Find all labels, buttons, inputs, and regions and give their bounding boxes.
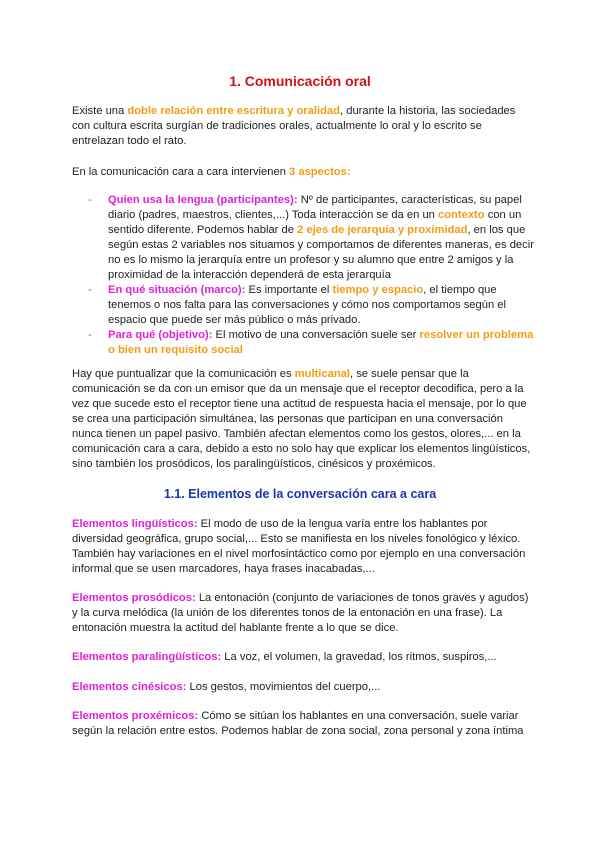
bullet-dash: - (88, 284, 92, 296)
multicanal-highlight: multicanal (294, 368, 350, 380)
intro-text-1: Existe una (72, 105, 128, 117)
element-text: Los gestos, movimientos del cuerpo,... (186, 681, 381, 693)
element-text: La entonación (conjunto de variaciones de tonos graves y agudos) y la curva melódica (la unión de los diferentes tonos de la entonación en una frase). La entonación muestra la actitud del hablante frente a lo que se dice. (72, 592, 529, 634)
bullet-text: El motivo de una conversación suele ser (212, 329, 420, 341)
bullet-dash: - (88, 329, 92, 341)
multicanal-text-1: Hay que puntualizar que la comunicación es (72, 368, 295, 380)
intro-text-2: , durante la historia, las sociedades con cultura escrita surgían de tradiciones orales, actualmente lo oral y lo escrito se entrelazan todo el rato. (72, 105, 516, 147)
list-item (88, 328, 534, 358)
bullet-highlight: tiempo y espacio (332, 284, 424, 296)
element-key: Elementos lingüísticos: (72, 518, 198, 530)
intro-paragraph (72, 104, 532, 149)
bullet-key: Quien usa la lengua (participantes): (108, 194, 298, 206)
bullet-highlight: contexto (438, 209, 485, 221)
page-title: 1. Comunicación oral (229, 73, 371, 89)
bullet-text: con un sentido diferente. Podemos hablar de (108, 209, 522, 236)
bullet-dash: - (88, 194, 92, 206)
bullet-key: En qué situación (marco): (108, 284, 246, 296)
aspects-list (88, 193, 534, 358)
bullet-highlight: resolver un problema o bien un requisito social (108, 329, 534, 356)
bullet-text: , en los que según estas 2 variables nos situamos y comportamos de diferentes maneras, es decir no es lo mismo la jerarquía entre un profesor y su alumno que entre 2 amigos y la proximidad de la interacción dependerá de esta jerarquía (108, 224, 534, 281)
element-key: Elementos cinésicos: (72, 681, 187, 693)
element-paragraph (72, 517, 532, 577)
element-paragraph (72, 650, 532, 665)
bullet-text: , el tiempo que tenemos o nos falta para las conversaciones y cómo nos comportamos según el espacio que puede ser más público o más privado. (108, 284, 506, 326)
element-key: Elementos proxémicos: (72, 710, 199, 722)
list-item (88, 283, 534, 328)
section-subtitle: 1.1. Elementos de la conversación cara a cara (163, 487, 437, 501)
aspects-paragraph (72, 165, 532, 180)
element-text: La voz, el volumen, la gravedad, los ritmos, suspiros,... (221, 651, 497, 663)
bullet-key: Para qué (objetivo): (108, 329, 213, 341)
element-key: Elementos paralingüísticos: (72, 651, 222, 663)
element-paragraph (72, 709, 532, 739)
element-paragraph (72, 680, 532, 695)
multicanal-paragraph (72, 367, 532, 472)
multicanal-text-2: , se suele pensar que la comunicación se da con un emisor que da un mensaje que el receptor decodifica, pero a la vez que sucede esto el receptor tiene una actitud de respuesta hacia el mensaje, por lo que se crea una participación simultánea, las personas que participan en una conversación nunca tienen un papel pasivo. También afectan elementos como los gestos, olores,... en la comunicación cara a cara, debido a esto no solo hay que explicar los elementos lingüísticos, sino también los prosódicos, los paralingüísticos, cinésicos y proxémicos. (72, 368, 531, 470)
element-text: Cómo se sitúan los hablantes en una conversación, suele variar según la relación entre estos. Podemos hablar de zona social, zona personal y zona íntima (72, 710, 524, 737)
bullet-text: Nº de participantes, características, su papel diario (padres, maestros, clientes,...) Toda interacción se da en un (108, 194, 522, 221)
aspects-highlight: 3 aspectos: (289, 166, 351, 178)
element-key: Elementos prosódicos: (72, 592, 196, 604)
bullet-text: Es importante el (245, 284, 333, 296)
intro-highlight: doble relación entre escritura y oralidad (127, 105, 340, 117)
bullet-highlight: 2 ejes de jerarquía y proximidad (297, 224, 468, 236)
aspects-text: En la comunicación cara a cara intervienen (72, 166, 290, 178)
list-item (88, 193, 534, 283)
element-text: El modo de uso de la lengua varía entre los hablantes por diversidad geográfica, grupo social,... Esto se manifiesta en los niveles fonológico y léxico. También hay variaciones en el nivel morfosintáctico como por ejemplo en una conversación informal que se usen marcadores, haya frases inacabadas,... (72, 518, 526, 575)
element-paragraph (72, 591, 532, 636)
